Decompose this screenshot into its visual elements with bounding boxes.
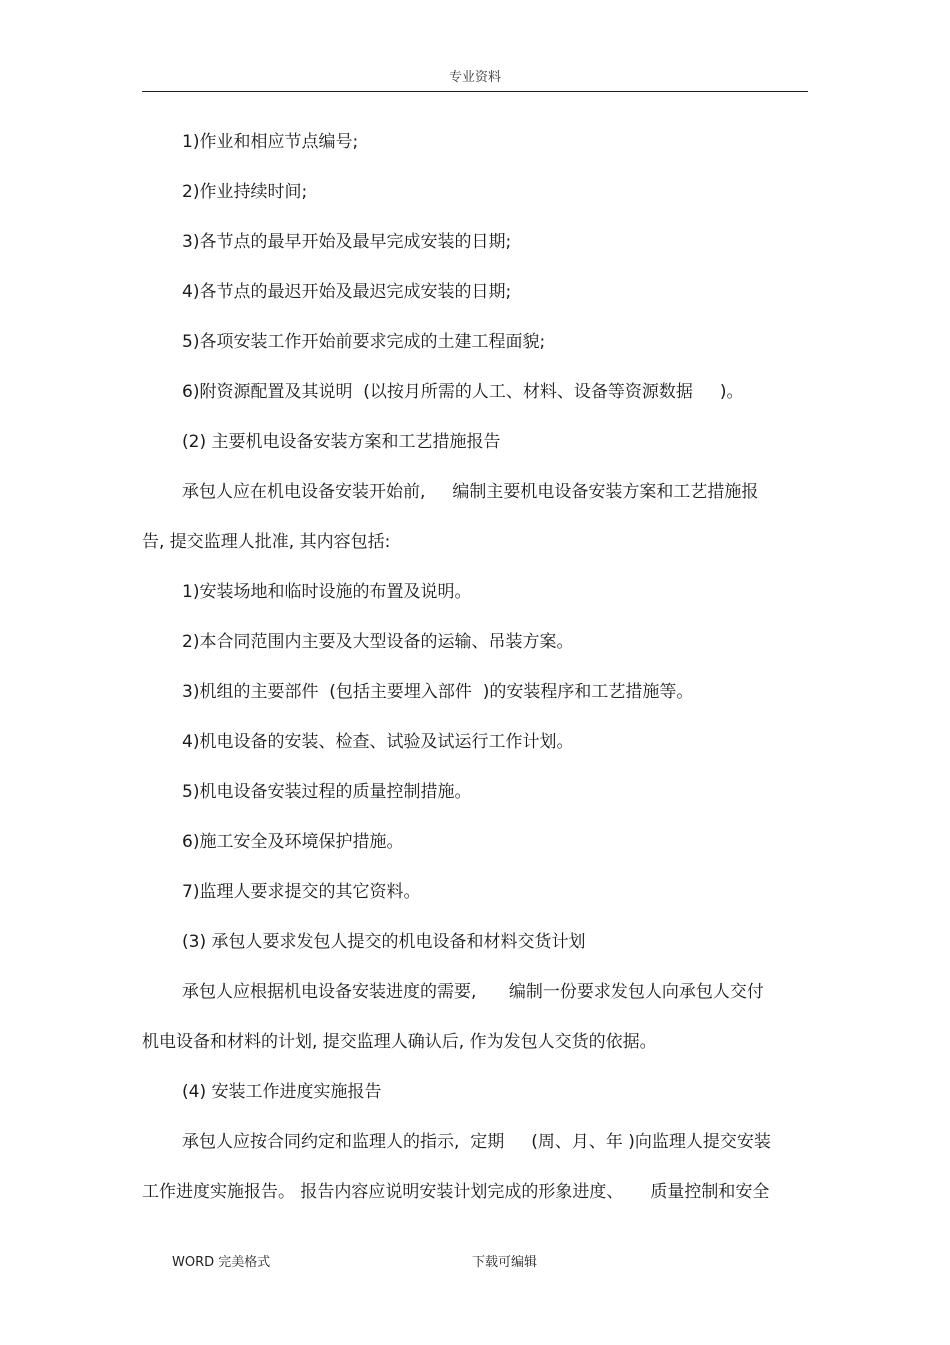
body-line: 承包人应按合同约定和监理人的指示, 定期 (周、月、年 )向监理人提交安装 bbox=[182, 1132, 771, 1152]
page-header: 专业资料 bbox=[448, 70, 501, 85]
body-line: 工作进度实施报告。 报告内容应说明安装计划完成的形象进度、 质量控制和安全 bbox=[142, 1182, 770, 1202]
footer-left-text: WORD 完美格式 bbox=[172, 1255, 271, 1270]
body-line: 1)安装场地和临时设施的布置及说明。 bbox=[182, 582, 472, 602]
body-line: 6)附资源配置及其说明 (以按月所需的人工、材料、设备等资源数据 )。 bbox=[182, 382, 744, 402]
body-line: 承包人应在机电设备安装开始前, 编制主要机电设备安装方案和工艺措施报 bbox=[182, 482, 759, 502]
body-line: (4) 安装工作进度实施报告 bbox=[182, 1082, 382, 1102]
body-line: (2) 主要机电设备安装方案和工艺措施报告 bbox=[182, 432, 501, 452]
body-line: 5)各项安装工作开始前要求完成的土建工程面貌; bbox=[182, 332, 546, 352]
body-line: 承包人应根据机电设备安装进度的需要, 编制一份要求发包人向承包人交付 bbox=[182, 982, 764, 1002]
body-line: 5)机电设备安装过程的质量控制措施。 bbox=[182, 782, 472, 802]
body-line: 7)监理人要求提交的其它资料。 bbox=[182, 882, 421, 902]
body-line: 4)各节点的最迟开始及最迟完成安装的日期; bbox=[182, 282, 512, 302]
body-line: 1)作业和相应节点编号; bbox=[182, 132, 359, 152]
body-line: 2)本合同范围内主要及大型设备的运输、吊装方案。 bbox=[182, 632, 574, 652]
body-line: 3)各节点的最早开始及最早完成安装的日期; bbox=[182, 232, 512, 252]
footer-right-text: 下载可编辑 bbox=[472, 1255, 538, 1270]
body-line: 机电设备和材料的计划, 提交监理人确认后, 作为发包人交货的依据。 bbox=[142, 1032, 657, 1052]
body-line: 2)作业持续时间; bbox=[182, 182, 308, 202]
body-line: 4)机电设备的安装、检查、试验及试运行工作计划。 bbox=[182, 732, 574, 752]
body-line: 3)机组的主要部件 (包括主要埋入部件 )的安装程序和工艺措施等。 bbox=[182, 682, 694, 702]
body-line: 6)施工安全及环境保护措施。 bbox=[182, 832, 404, 852]
body-line: (3) 承包人要求发包人提交的机电设备和材料交货计划 bbox=[182, 932, 586, 952]
header-divider bbox=[142, 91, 808, 92]
body-line: 告, 提交监理人批准, 其内容包括: bbox=[142, 532, 391, 552]
